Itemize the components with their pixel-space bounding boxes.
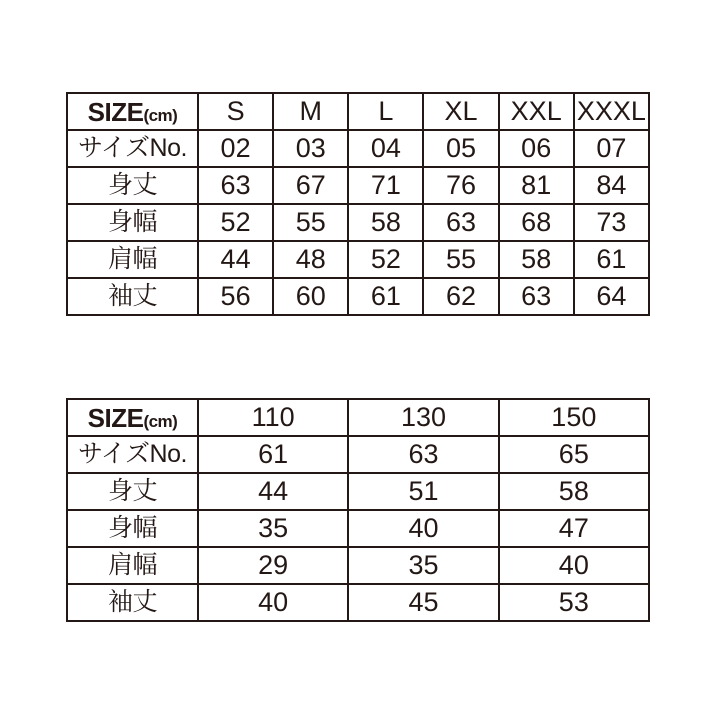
table-cell: 04	[348, 130, 423, 167]
table-cell: 05	[423, 130, 498, 167]
table-cell: 58	[499, 473, 649, 510]
size-header-row	[67, 93, 649, 130]
table-row	[67, 130, 649, 167]
size-column-header: 130	[348, 399, 498, 436]
table-cell: 40	[348, 510, 498, 547]
table-cell: 45	[348, 584, 498, 621]
table-cell: 29	[198, 547, 348, 584]
table-cell: 40	[198, 584, 348, 621]
table-cell: 35	[348, 547, 498, 584]
size-column-header: 150	[499, 399, 649, 436]
table-cell: 03	[273, 130, 348, 167]
row-label: 肩幅	[67, 241, 198, 278]
size-header-label: SIZE	[87, 402, 144, 433]
table-cell: 61	[198, 436, 348, 473]
table-cell: 61	[348, 278, 423, 315]
table-row	[67, 473, 649, 510]
table-row	[67, 204, 649, 241]
table-cell: 63	[198, 167, 273, 204]
table-row	[67, 241, 649, 278]
table-row	[67, 510, 649, 547]
kids-size-table	[66, 398, 650, 622]
row-label: 身丈	[67, 473, 198, 510]
table-cell: 53	[499, 584, 649, 621]
table-cell: 67	[273, 167, 348, 204]
size-header-cell	[67, 399, 198, 436]
table-row	[67, 278, 649, 315]
table-cell: 02	[198, 130, 273, 167]
table-cell: 44	[198, 473, 348, 510]
table-cell: 55	[273, 204, 348, 241]
table-cell: 61	[574, 241, 649, 278]
table-cell: 07	[574, 130, 649, 167]
row-label: サイズNo.	[67, 436, 198, 473]
size-column-header: XXL	[499, 93, 574, 130]
table-cell: 47	[499, 510, 649, 547]
table-row	[67, 547, 649, 584]
table-cell: 40	[499, 547, 649, 584]
table-cell: 55	[423, 241, 498, 278]
size-header-unit: (cm)	[143, 105, 178, 125]
size-column-header: 110	[198, 399, 348, 436]
row-label: 身幅	[67, 510, 198, 547]
table-cell: 52	[348, 241, 423, 278]
table-cell: 35	[198, 510, 348, 547]
table-cell: 63	[499, 278, 574, 315]
row-label: 身丈	[67, 167, 198, 204]
table-row	[67, 436, 649, 473]
size-column-header: XXXL	[574, 93, 649, 130]
size-header-unit: (cm)	[143, 411, 178, 431]
row-label: 身幅	[67, 204, 198, 241]
size-header-label: SIZE	[87, 96, 144, 127]
row-label: 袖丈	[67, 278, 198, 315]
table-cell: 65	[499, 436, 649, 473]
size-column-header: L	[348, 93, 423, 130]
table-cell: 58	[499, 241, 574, 278]
table-cell: 58	[348, 204, 423, 241]
table-cell: 73	[574, 204, 649, 241]
table-cell: 56	[198, 278, 273, 315]
table-cell: 63	[348, 436, 498, 473]
table-cell: 63	[423, 204, 498, 241]
table-cell: 62	[423, 278, 498, 315]
table-cell: 60	[273, 278, 348, 315]
table-cell: 51	[348, 473, 498, 510]
size-column-header: S	[198, 93, 273, 130]
table-row	[67, 584, 649, 621]
row-label: 袖丈	[67, 584, 198, 621]
row-label: 肩幅	[67, 547, 198, 584]
table-cell: 48	[273, 241, 348, 278]
table-cell: 84	[574, 167, 649, 204]
size-header-row	[67, 399, 649, 436]
adult-size-table	[66, 92, 650, 316]
table-cell: 76	[423, 167, 498, 204]
row-label: サイズNo.	[67, 130, 198, 167]
table-cell: 44	[198, 241, 273, 278]
size-header-cell	[67, 93, 198, 130]
table-cell: 68	[499, 204, 574, 241]
table-cell: 06	[499, 130, 574, 167]
table-row	[67, 167, 649, 204]
size-column-header: M	[273, 93, 348, 130]
table-cell: 64	[574, 278, 649, 315]
size-column-header: XL	[423, 93, 498, 130]
table-cell: 52	[198, 204, 273, 241]
table-cell: 81	[499, 167, 574, 204]
table-cell: 71	[348, 167, 423, 204]
